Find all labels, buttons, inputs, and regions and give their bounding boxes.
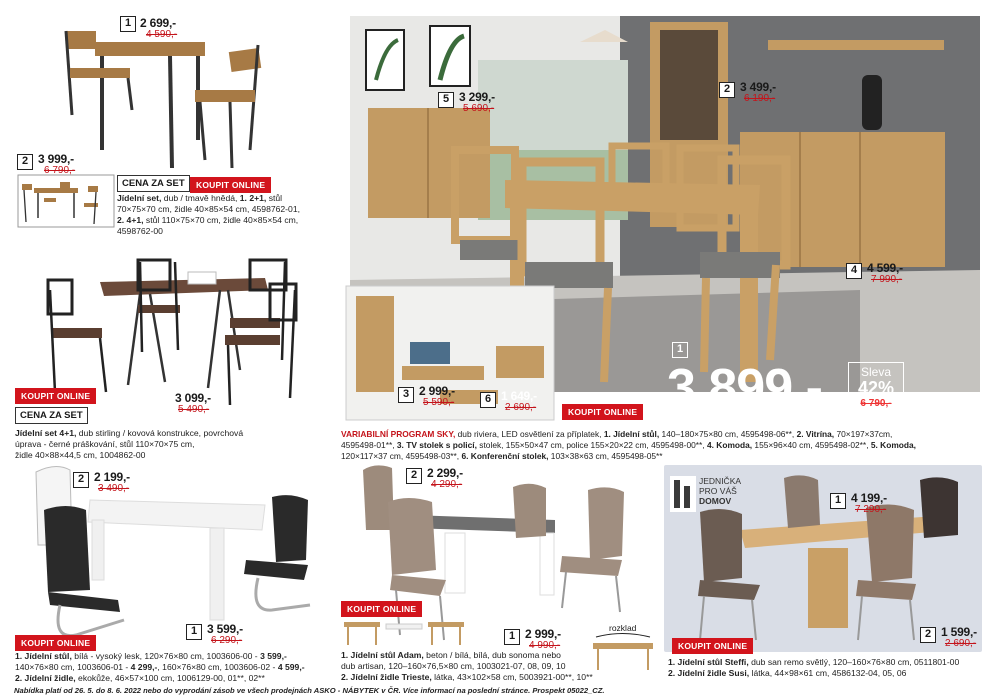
footer-note: Nabídka platí od 26. 5. do 8. 6. 2022 nebo do vyprodání zásob ve všech prodejnách ASKO - NÁBYTEK v ČR. Více informací na poslední stránce. Prospekt 05022_CZ. [14,686,605,695]
discount-badge [848,362,904,418]
buy-online-button[interactable]: KOUPIT ONLINE [341,601,422,617]
product-description: VARIABILNÍ PROGRAM SKY, dub riviera, LED osvětlení za příplatek, 1. Jídelní stůl, 140–180×75×80 cm, 4595498-06**, 2. Vitrína, 70×197×37cm, 4595498-01**, 3. TV stolek s policí, stolek, 155×50×47 cm, police 155×20×22 cm, 4595498-00**, 4. Komoda, 155×96×40 cm, 4595498-02**, 5. Komoda, 120×117×37 cm, 4595498-03**, 6. Konferenční stolek, 103×38×63 cm, 4595498-05** [341,429,916,461]
item-number-badge: 1 [186,624,202,640]
item-number-badge: 1 [830,493,846,509]
item-number-badge: 3 [398,387,414,403]
product-description: Jídelní set, dub / tmavě hnědá, 1. 2+1, stůl 70×75×70 cm, židle 40×85×54 cm, 4598762-01, 2. 4+1, stůl 110×75×70 cm, židle 40×85×54 cm, 4598762-00 [117,193,300,236]
old-price-commode-5: 5 690,- [463,103,495,114]
buy-online-button[interactable]: KOUPIT ONLINE [15,388,96,404]
price: 3 099,- [175,391,211,405]
price-chair: 2 199,- [94,470,130,484]
price-main: 2 699,- [140,16,176,30]
buy-online-button[interactable]: KOUPIT ONLINE [562,404,643,420]
old-price-chair: 3 490,- [98,483,130,494]
discount-old-price: 6 790,- [860,398,892,409]
item-number-badge: 2 [920,627,936,643]
old-price-table: 6 290,- [211,635,243,646]
badge-line-3: DOMOV [699,496,732,506]
price-tv-stand: 2 999,- [419,384,455,398]
price-table: 4 199,- [851,491,887,505]
product-description: 1. Jídelní stůl, bílá - vysoký lesk, 120×76×80 cm, 1003606-00 - 3 599,- 140×76×80 cm, 1003606-01 - 4 299,-, 160×76×80 cm, 1003606-02 - 4 599,- 2. Jídelní židle, ekokůže, 46×57×100 cm, 1006129-00, 01**, 02** [15,651,305,683]
price-sub: 3 999,- [38,152,74,166]
old-price-table: 4 990,- [529,640,561,651]
price-chair: 1 599,- [941,625,977,639]
item-number-badge: 2 [406,468,422,484]
big-price-table: 3 899,- [667,359,822,417]
price-coffee-table: 1 649,- [501,389,537,403]
item-number-badge: 4 [846,263,862,279]
badge-line-1: JEDNIČKA [699,476,742,486]
buy-online-button[interactable]: KOUPIT ONLINE [15,635,96,651]
item-number-badge: 1 [672,342,688,358]
item-number-badge: 1 [120,16,136,32]
price-vitrina: 3 499,- [740,80,776,94]
old-price-sub: 6 790,- [44,165,76,176]
old-price-coffee-table: 2 690,- [505,402,537,413]
item-number-badge: 5 [438,92,454,108]
item-number-badge: 2 [719,82,735,98]
set-price-label: CENA ZA SET [15,407,88,424]
product-description: 1. Jídelní stůl Adam, beton / bílá, bílá, dub sonoma nebo dub artisan, 120–160×76,5×80 cm, 1003021-07, 08, 09, 10 2. Jídelní židle Trieste, látka, 43×102×58 cm, 5003921-00**, 10** [341,650,593,682]
dining-set-image-5 [0,0,1,1]
old-price-main: 4 590,- [146,29,178,40]
old-price-chair: 2 690,- [945,638,977,649]
set-price-label: CENA ZA SET [117,175,190,192]
discount-label: Sleva [860,365,892,379]
buy-online-button[interactable]: KOUPIT ONLINE [672,638,753,654]
old-price-vitrina: 6 190,- [744,93,776,104]
old-price-tv-stand: 5 590,- [423,397,455,408]
discount-percent: 42% [857,378,895,398]
extendable-label: rozklad [609,623,637,633]
price-commode-4: 4 599,- [867,261,903,275]
old-price-commode-4: 7 990,- [871,274,903,285]
old-price: 5 490,- [178,404,210,415]
old-price-chair: 4 290,- [431,479,463,490]
price-table: 3 599,- [207,622,243,636]
item-number-badge: 1 [504,629,520,645]
price-commode-5: 3 299,- [459,90,495,104]
buy-online-button[interactable]: KOUPIT ONLINE [190,177,271,193]
price-table: 2 999,- [525,627,561,641]
product-description: 1. Jídelní stůl Steffi, dub san remo světlý, 120–160×76×80 cm, 0511801-00 2. Jídelní židle Susi, látka, 44×98×61 cm, 4586132-04, 05, 06 [668,657,960,678]
item-number-badge: 2 [17,154,33,170]
item-number-badge: 2 [73,472,89,488]
badge-line-2: PRO VÁŠ [699,486,737,496]
old-price-table: 7 290,- [855,504,887,515]
item-number-badge: 6 [480,392,496,408]
price-chair: 2 299,- [427,466,463,480]
brand-badge [699,476,741,506]
product-description: Jídelní set 4+1, dub stirling / kovová konstrukce, povrchová úprava - černé práškování, stůl 110×70×75 cm, židle 40×88×44,5 cm, 1004862-00 [15,428,244,460]
